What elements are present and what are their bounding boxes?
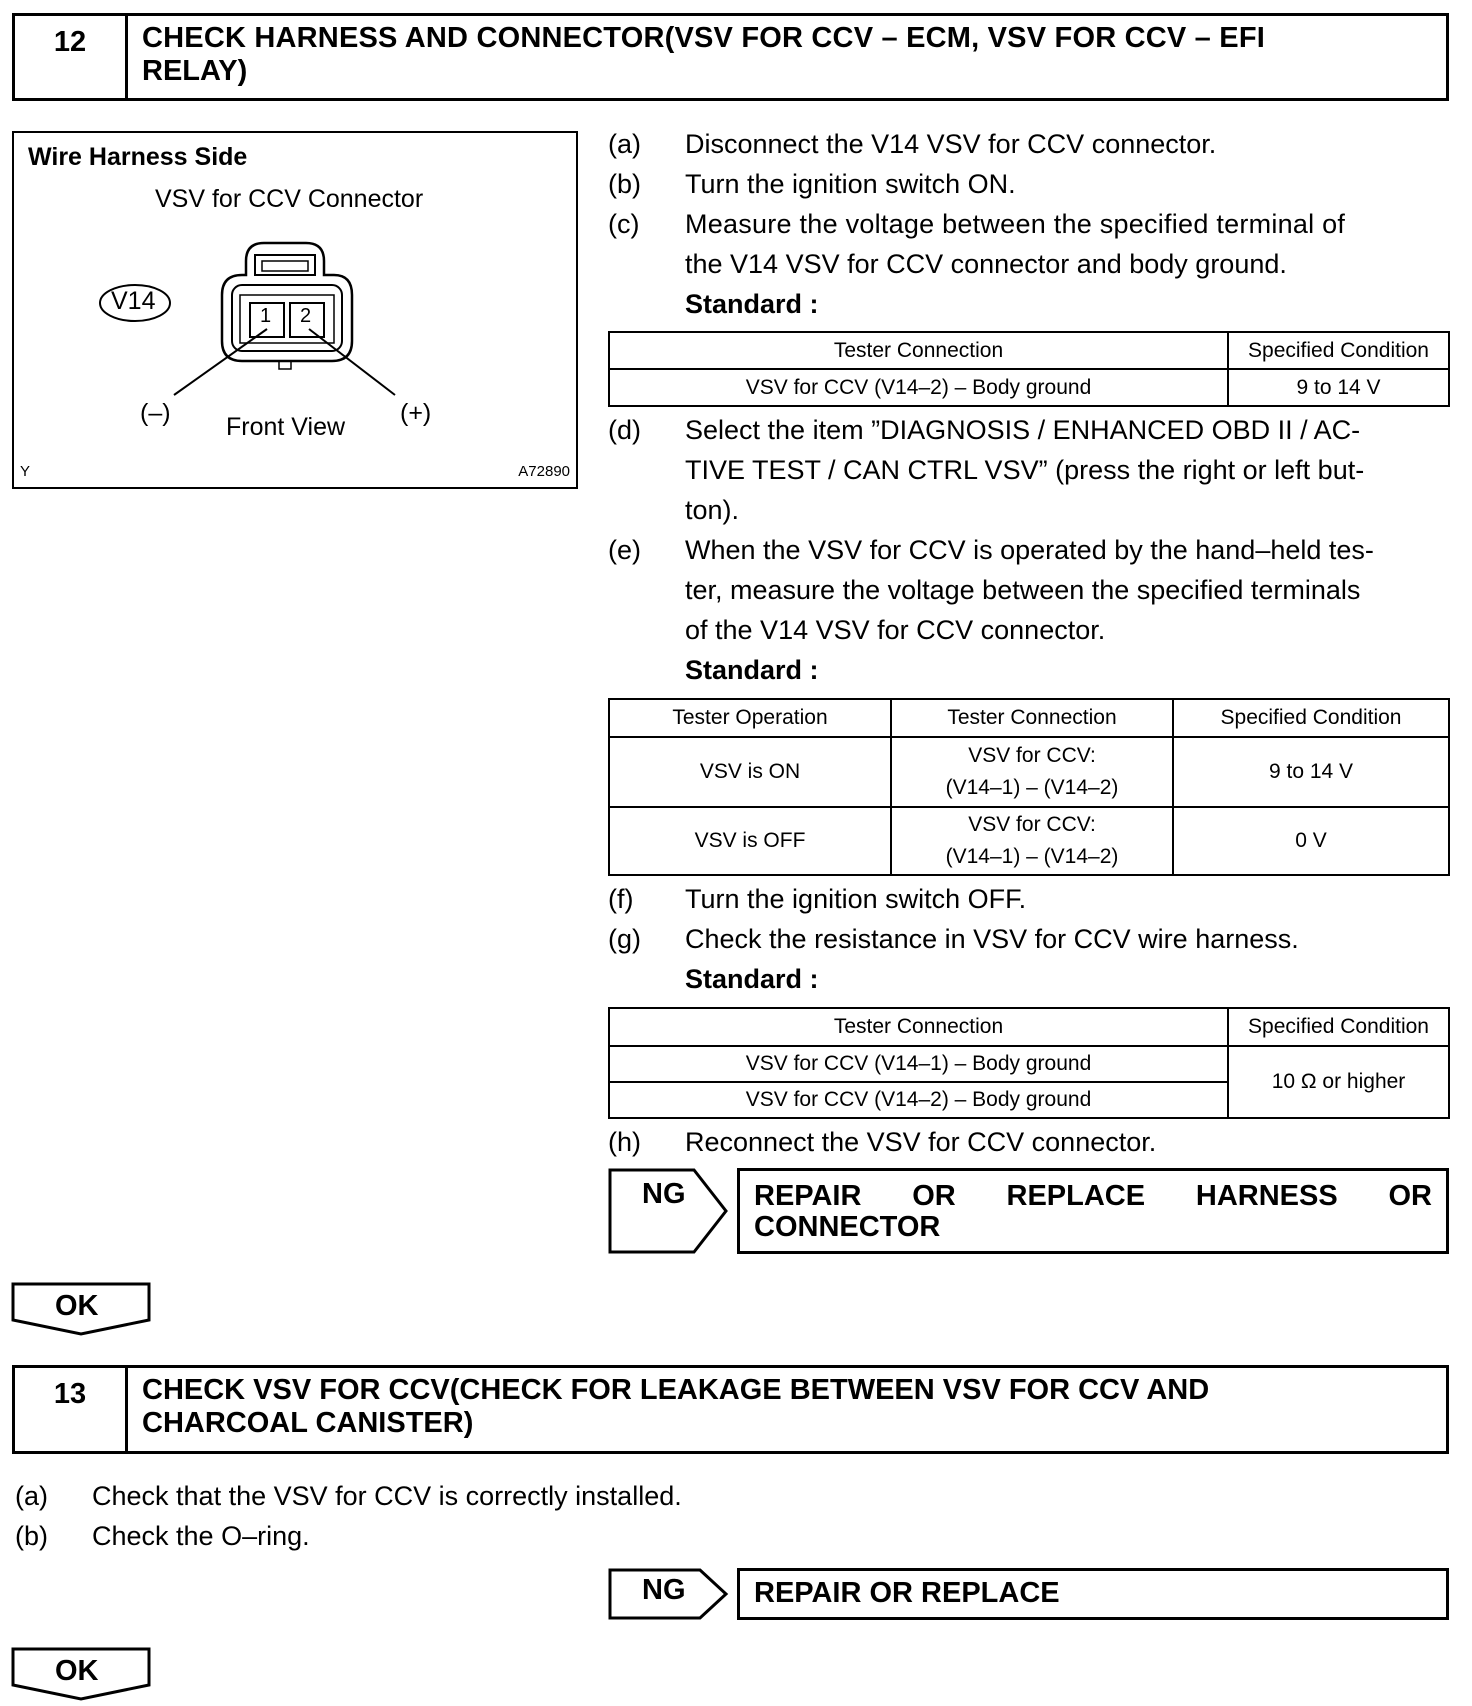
step-13-header [12,1365,1449,1454]
figure-code: A72890 [518,463,570,480]
table-header: Specified Condition [1173,699,1449,737]
instruction-text: ter, measure the voltage between the specified terminals [685,575,1361,605]
step-number: 12 [15,16,128,98]
table-cell-line: VSV for CCV: [968,744,1096,767]
table-cell: VSV is OFF [609,807,891,875]
instruction-label: (a) [608,129,641,159]
standard-label: Standard : [685,655,819,685]
connector-figure [12,131,578,489]
instruction-label: (a) [15,1481,48,1511]
instruction-text: the V14 VSV for CCV connector and body ground. [685,249,1287,279]
minus-label: (–) [140,399,171,427]
step-title-line: RELAY) [142,55,248,87]
table-header: Tester Connection [609,1008,1228,1046]
instruction-text: Check the resistance in VSV for CCV wire harness. [685,924,1299,954]
step-title-line: CHECK VSV FOR CCV(CHECK FOR LEAKAGE BETWEEN VSV FOR CCV AND [142,1374,1210,1406]
instruction-label: (g) [608,924,641,954]
ng-result-line: REPAIR OR REPLACE [754,1577,1060,1609]
figure-subtitle: VSV for CCV Connector [155,185,424,213]
table-cell-line: (V14–1) – (V14–2) [945,776,1119,799]
ng-result-box [737,1168,1449,1254]
instruction-text: Turn the ignition switch OFF. [685,884,1027,914]
table-cell: VSV for CCV (V14–2) – Body ground [609,369,1228,406]
instruction-c [608,204,1448,284]
step-number: 13 [15,1368,128,1451]
step-12-header [12,13,1449,101]
standard-table-2 [608,698,1450,876]
instruction-text: Select the item ”DIAGNOSIS / ENHANCED OBD II / AC- [685,415,1361,445]
step-title-line: CHECK HARNESS AND CONNECTOR(VSV FOR CCV – ECM, VSV FOR CCV – EFI [142,22,1265,54]
table-header: Specified Condition [1228,332,1449,369]
standard-table-3 [608,1007,1450,1119]
instruction-label: (h) [608,1127,641,1157]
step-title [142,22,1426,88]
instruction-text: Turn the ignition switch ON. [685,169,1016,199]
table-header: Tester Connection [609,332,1228,369]
instruction-label: (e) [608,535,641,565]
table-cell: VSV for CCV (V14–2) – Body ground [609,1082,1228,1118]
instruction-text: Reconnect the VSV for CCV connector. [685,1127,1157,1157]
table-cell-line: VSV for CCV: [968,813,1096,836]
instruction-text: Check the O–ring. [92,1521,310,1551]
instruction-label: (f) [608,884,634,914]
step-title [142,1374,1426,1440]
table-cell: 9 to 14 V [1173,737,1449,807]
instruction-label: (b) [608,169,641,199]
table-header: Tester Operation [609,699,891,737]
ng-result-box [737,1568,1449,1620]
ok-label: OK [55,1655,99,1687]
ng-label: NG [642,1178,686,1210]
table-cell: 10 Ω or higher [1228,1046,1449,1118]
connector-code: V14 [111,287,156,315]
instruction-label: (d) [608,415,641,445]
pin-1-label: 1 [260,305,272,327]
instruction-label: (b) [15,1521,48,1551]
plus-label: (+) [400,399,432,427]
instruction-text: Measure the voltage between the specified terminal of [685,209,1346,239]
instruction-label: (c) [608,209,640,239]
ng-label: NG [642,1574,686,1606]
figure-corner-left: Y [20,463,31,480]
step-title-line: CHARCOAL CANISTER) [142,1407,474,1439]
ng-result-line: REPAIR OR REPLACE HARNESS OR [754,1180,1432,1212]
pin-2-label: 2 [300,305,312,327]
table-header: Specified Condition [1228,1008,1449,1046]
table-cell-line: (V14–1) – (V14–2) [945,845,1119,868]
instruction-text: TIVE TEST / CAN CTRL VSV” (press the right or left but- [685,455,1365,485]
table-cell: VSV for CCV (V14–1) – Body ground [609,1046,1228,1082]
standard-label: Standard : [685,964,819,994]
instruction-text: When the VSV for CCV is operated by the hand–held tes- [685,535,1374,565]
table-cell: 9 to 14 V [1228,369,1449,406]
standard-table-1 [608,331,1450,407]
instruction-text: Disconnect the V14 VSV for CCV connector. [685,129,1217,159]
table-cell: 0 V [1173,807,1449,875]
table-cell: VSV is ON [609,737,891,807]
instruction-text: of the V14 VSV for CCV connector. [685,615,1106,645]
ng-result-line: CONNECTOR [754,1211,941,1243]
ok-label: OK [55,1290,99,1322]
table-header: Tester Connection [891,699,1173,737]
standard-label: Standard : [685,289,819,319]
instruction-text: ton). [685,495,740,525]
instruction-text: Check that the VSV for CCV is correctly installed. [92,1481,682,1511]
instruction-d [608,410,1448,530]
table-cell [891,807,1173,875]
instruction-e [608,530,1448,650]
view-label: Front View [226,413,346,441]
table-cell [891,737,1173,807]
figure-title: Wire Harness Side [28,143,248,171]
